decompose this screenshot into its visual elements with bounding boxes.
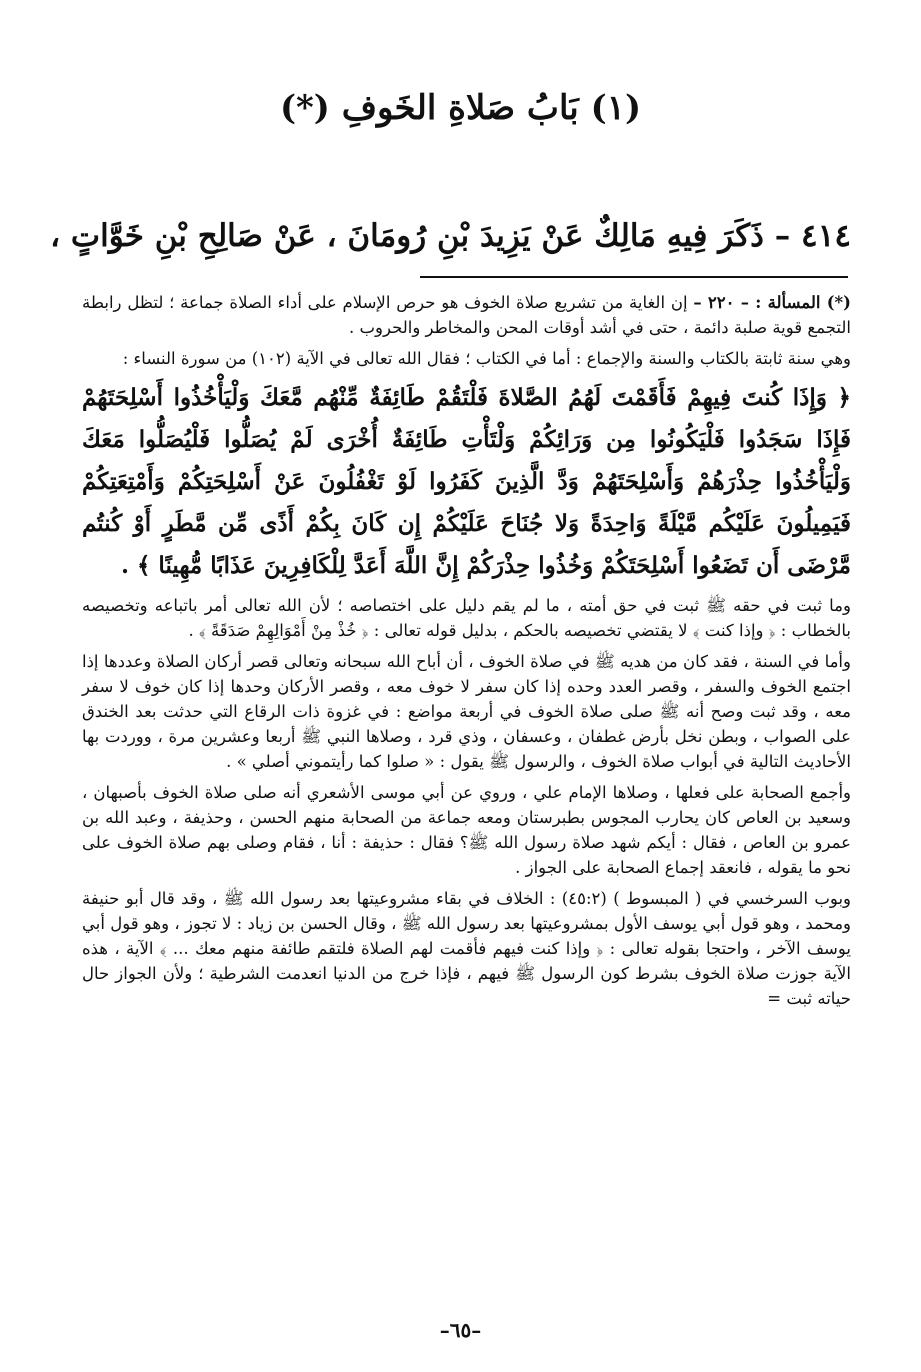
hadith-heading: ٤١٤ – ذَكَرَ فِيهِ مَالِكٌ عَنْ يَزِيدَ بْنِ رُومَانَ ، عَنْ صَالِحِ بْنِ خَوَّاتٍ ،	[50, 218, 851, 254]
issue-label: (*) المسألة : – ٢٢٠ –	[693, 293, 851, 312]
intro-text: إن الغاية من تشريع صلاة الخوف هو حرص الإسلام على أداء الصلاة جماعة ؛ لتظل رابطة التجمع قوية صلبة دائمة ، حتى في أشد أوقات المحن والمخاطر والحروب .	[82, 293, 851, 337]
paragraph-sunnah: وأما في السنة ، فقد كان من هديه ﷺ في صلاة الخوف ، أن أباح الله سبحانه وتعالى قصر أركان الصلاة وعددها إذا اجتمع الخوف والسفر ، وقصر العدد وحده إذا كان سفر لا خوف معه ، وقصر الأركان وحدها إذا كان خوف لا سفر معه ، وقد ثبت وصح أنه ﷺ صلى صلاة الخوف في أربعة مواضع : في غزوة ذات الرقاع التي حدثت بعد الخندق على الصواب ، وبطن نخل بأرض غطفان ، وعسفان ، وذي قرد ، وصلاها النبي ﷺ أربعا وعشرين مرة ، ووردت بها الأحاديث التالية في أبواب صلاة الخوف ، والرسول ﷺ يقول : « صلوا كما رأيتموني أصلي » .	[82, 652, 851, 771]
quran-verse: ﴿ وَإِذَا كُنتَ فِيهِمْ فَأَقَمْتَ لَهُمُ الصَّلاةَ فَلْتَقُمْ طَائِفَةٌ مِّنْهُم مَّعَكَ وَلْيَأْخُذُوا أَسْلِحَتَهُمْ فَإِذَا سَجَدُوا فَلْيَكُونُوا مِن وَرَائِكُمْ وَلْتَأْتِ طَائِفَةٌ أُخْرَى لَمْ يُصَلُّوا فَلْيُصَلُّوا مَعَكَ وَلْيَأْخُذُوا حِذْرَهُمْ وَأَسْلِحَتَهُمْ وَدَّ الَّذِينَ كَفَرُوا لَوْ تَغْفُلُونَ عَنْ أَسْلِحَتِكُمْ وَأَمْتِعَتِكُمْ فَيَمِيلُونَ عَلَيْكُم مَّيْلَةً وَاحِدَةً وَلا جُنَاحَ عَلَيْكُمْ إِن كَانَ بِكُمْ أَذًى مِّن مَّطَرٍ أَوْ كُنتُم مَّرْضَى أَن تَضَعُوا أَسْلِحَتَكُمْ وَخُذُوا حِذْرَكُمْ إِنَّ اللَّهَ أَعَدَّ لِلْكَافِرِينَ عَذَابًا مُّهِينًا ﴾ .	[82, 384, 851, 579]
footnote-divider	[420, 276, 848, 278]
paragraph-consensus: وأجمع الصحابة على فعلها ، وصلاها الإمام علي ، وروي عن أبي موسى الأشعري أنه صلى صلاة الخوف بأصبهان ، وسعيد بن العاص كان يحارب المجوس بطبرستان ومعه جماعة من الصحابة منهم الحسن ، وحذيفة ، وعبد الله بن عمرو بن العاص ، فقال : أيكم شهد صلاة رسول الله ﷺ؟ فقال : حذيفة : أنا ، فقام وصلى بهم صلاة الخوف على نحو ما يقوله ، فانعقد إجماع الصحابة على الجواز .	[82, 783, 851, 877]
footnote-body	[82, 290, 851, 1017]
paragraph-sarakhsi: وبوب السرخسي في ( المبسوط ) (٤٥:٢) : الخلاف في بقاء مشروعيتها بعد رسول الله ﷺ ، وقد قال أبو حنيفة ومحمد ، وهو قول أبي يوسف الأول بمشروعيتها بعد رسول الله ﷺ ، وقال الحسن بن زياد : لا تجوز ، وهو قول أبي يوسف الآخر ، واحتجا بقوله تعالى : ﴿ وإذا كنت فيهم فأقمت لهم الصلاة فلتقم طائفة منهم معك ... ﴾ الآية ، هذه الآية جوزت صلاة الخوف بشرط كون الرسول ﷺ فيهم ، فإذا خرج من الدنيا انعدمت الشرطية ؛ ولأن الجواز حال حياته ثبت =	[82, 889, 852, 1008]
paragraph-prophet-ruling: وما ثبت في حقه ﷺ ثبت في حق أمته ، ما لم يقم دليل على اختصاصه ؛ لأن الله تعالى أمر باتباعه وتخصيصه بالخطاب : ﴿ وإذا كنت ﴾ لا يقتضي تخصيصه بالحكم ، بدليل قوله تعالى : ﴿ خُذْ مِنْ أَمْوَالِهِمْ صَدَقَةً ﴾ .	[82, 596, 851, 640]
proof-intro-paragraph: وهي سنة ثابتة بالكتاب والسنة والإجماع : أما في الكتاب ؛ فقال الله تعالى في الآية (١٠٢) من سورة النساء :	[122, 349, 851, 368]
footnote-intro-paragraph	[82, 290, 851, 340]
chapter-title: (١) بَابُ صَلاةِ الخَوفِ (*)	[279, 88, 642, 128]
page-number: –٦٥–	[439, 1318, 482, 1342]
